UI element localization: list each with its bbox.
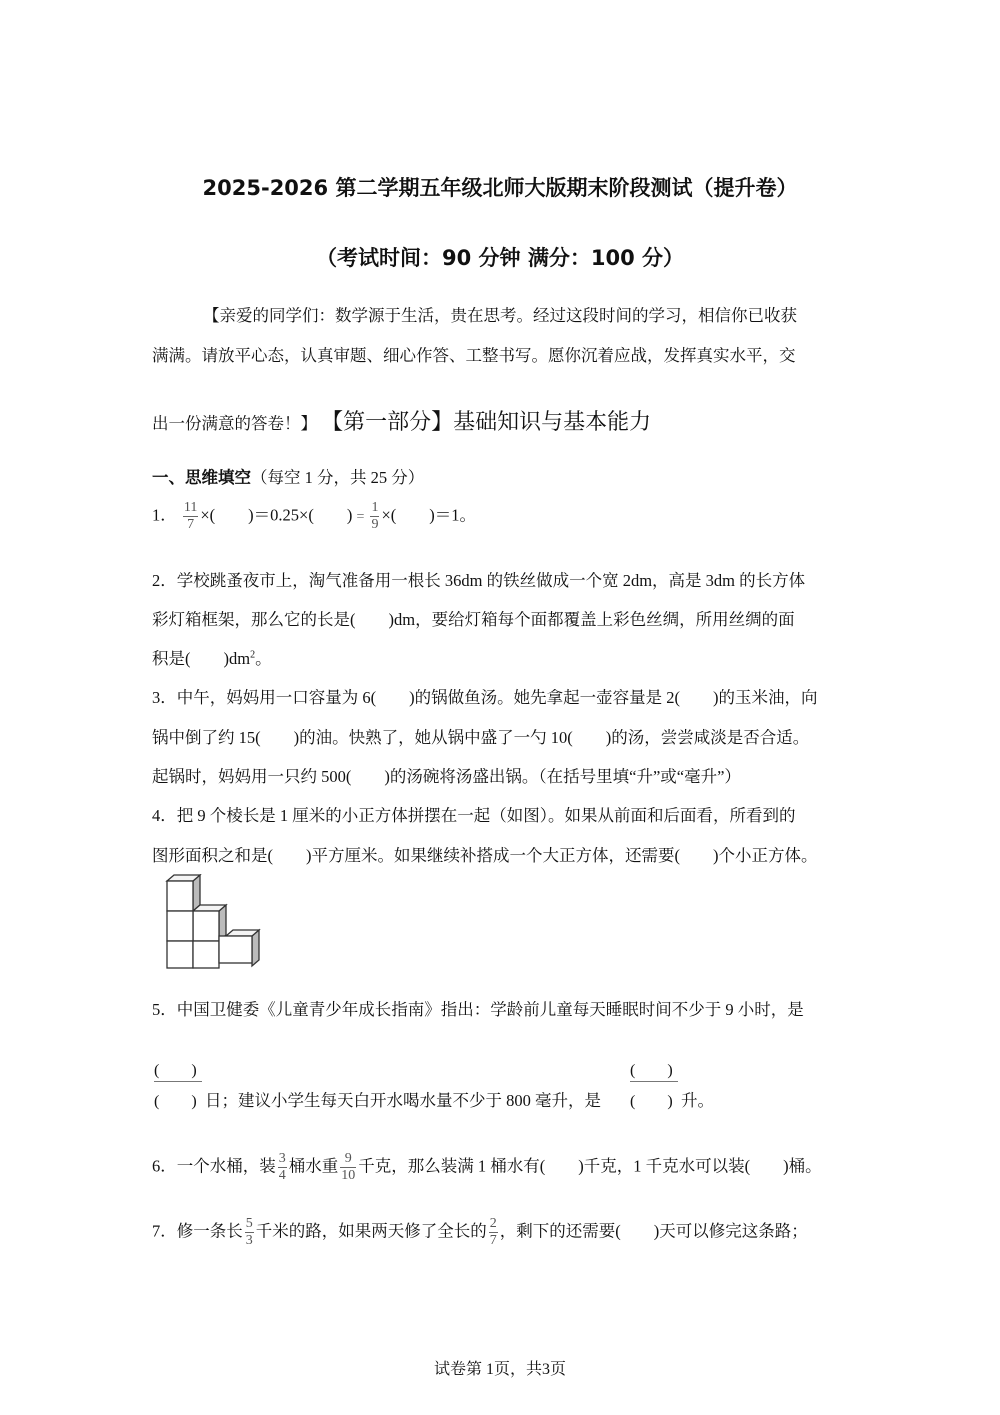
exam-title: 2025-2026 第二学期五年级北师大版期末阶段测试（提升卷） bbox=[202, 176, 798, 200]
question-6 bbox=[152, 1151, 822, 1184]
q1-fraction-2: $\frac{1}{9}$ bbox=[371, 500, 379, 532]
q1-tail: ×( )＝1。 bbox=[381, 505, 477, 525]
q5-line-1: 5．中国卫健委《儿童青少年成长指南》指出：学龄前儿童每天睡眠时间不少于 9 小时，是 bbox=[152, 1000, 804, 1019]
exam-subtitle: （考试时间：90 分钟 满分：100 分） bbox=[316, 246, 684, 270]
intro-line-3 bbox=[152, 405, 651, 436]
q2-superscript: 2 bbox=[250, 649, 256, 661]
section-title: 一、思维填空 bbox=[152, 468, 251, 487]
q5-blank-numerator-2: ( ) bbox=[630, 1062, 673, 1079]
q3-line-3: 起锅时，妈妈用一只约 500( )的汤碗将汤盛出锅。（在括号里填“升”或“毫升”） bbox=[152, 767, 741, 786]
intro-line-1: 【亲爱的同学们：数学源于生活，贵在思考。经过这段时间的学习，相信你已收获 bbox=[203, 306, 797, 325]
q5-blank-numerator-1: ( ) bbox=[154, 1062, 197, 1079]
q2-line-2: 彩灯箱框架，那么它的长是( )dm，要给灯箱每个面都覆盖上彩色丝绸，所用丝绸的面 bbox=[152, 610, 795, 629]
q5-fraction-blank-2 bbox=[630, 1057, 673, 1111]
q1-equals: = bbox=[356, 509, 365, 525]
q5-blank-denominator-2: ( ) bbox=[630, 1093, 673, 1110]
q2-line-3-text: 积是( )dm bbox=[152, 649, 251, 668]
q5-text: 日；建议小学生每天白开水喝水量不少于 800 毫升，是 bbox=[205, 1091, 601, 1110]
q6-fraction-2: $\frac{9}{10}$ bbox=[341, 1151, 356, 1183]
page-footer: 试卷第 1页，共3页 bbox=[433, 1361, 566, 1378]
q3-line-2: 锅中倒了约 15( )的油。快熟了，她从锅中盛了一勺 10( )的汤，尝尝咸淡是否合适。 bbox=[152, 728, 810, 747]
q2-line-3-end: 。 bbox=[255, 649, 272, 668]
q5-blank-denominator-1: ( ) bbox=[154, 1093, 197, 1110]
q1-middle: ×( )＝0.25×( ) bbox=[200, 505, 353, 525]
intro-line-2: 满满。请放平心态，认真审题、细心作答、工整书写。愿你沉着应战，发挥真实水平，交 bbox=[152, 346, 796, 365]
q4-line-2: 图形面积之和是( )平方厘米。如果继续补搭成一个大正方体，还需要( )个小正方体。 bbox=[152, 846, 818, 865]
q1-fraction-1: $\frac{11}{7}$ bbox=[183, 500, 198, 532]
q7-part-c: ，剩下的还需要( )天可以修完这条路； bbox=[499, 1221, 808, 1241]
q7-fraction-2: $\frac{2}{7}$ bbox=[489, 1216, 497, 1248]
q6-fraction-1: $\frac{3}{4}$ bbox=[278, 1151, 286, 1183]
q4-line-1: 4．把 9 个棱长是 1 厘米的小正方体拼摆在一起（如图）。如果从前面和后面看，所看到的 bbox=[152, 806, 796, 825]
q5-fraction-blank-1 bbox=[154, 1057, 197, 1111]
q2-line-3 bbox=[152, 645, 272, 669]
q7-fraction-1: $\frac{5}{3}$ bbox=[245, 1216, 253, 1248]
section-note: （每空 1 分，共 25 分） bbox=[251, 468, 425, 487]
section-heading bbox=[152, 464, 424, 488]
q6-part-c: 千克，那么装满 1 桶水有( )千克，1 千克水可以装( )桶。 bbox=[358, 1156, 822, 1176]
cube-stack-figure bbox=[160, 874, 270, 974]
q1-number: 1． bbox=[152, 505, 177, 525]
q6-part-b: 桶水重 bbox=[288, 1156, 339, 1176]
intro-line-3-text: 出一份满意的答卷！】 bbox=[152, 414, 317, 433]
question-1 bbox=[152, 500, 476, 533]
q5-unit: 升。 bbox=[681, 1091, 714, 1110]
q2-line-1: 2．学校跳蚤夜市上，淘气准备用一根长 36dm 的铁丝做成一个宽 2dm，高是 3dm 的长方体 bbox=[152, 571, 806, 590]
part-title: 【第一部分】基础知识与基本能力 bbox=[321, 410, 652, 435]
question-7 bbox=[152, 1216, 808, 1249]
q6-part-a: 6．一个水桶，装 bbox=[152, 1156, 276, 1176]
q7-part-b: 千米的路，如果两天修了全长的 bbox=[255, 1221, 487, 1241]
q3-line-1: 3．中午，妈妈用一口容量为 6( )的锅做鱼汤。她先拿起一壶容量是 2( )的玉米油，向 bbox=[152, 688, 818, 707]
q7-part-a: 7．修一条长 bbox=[152, 1221, 243, 1241]
